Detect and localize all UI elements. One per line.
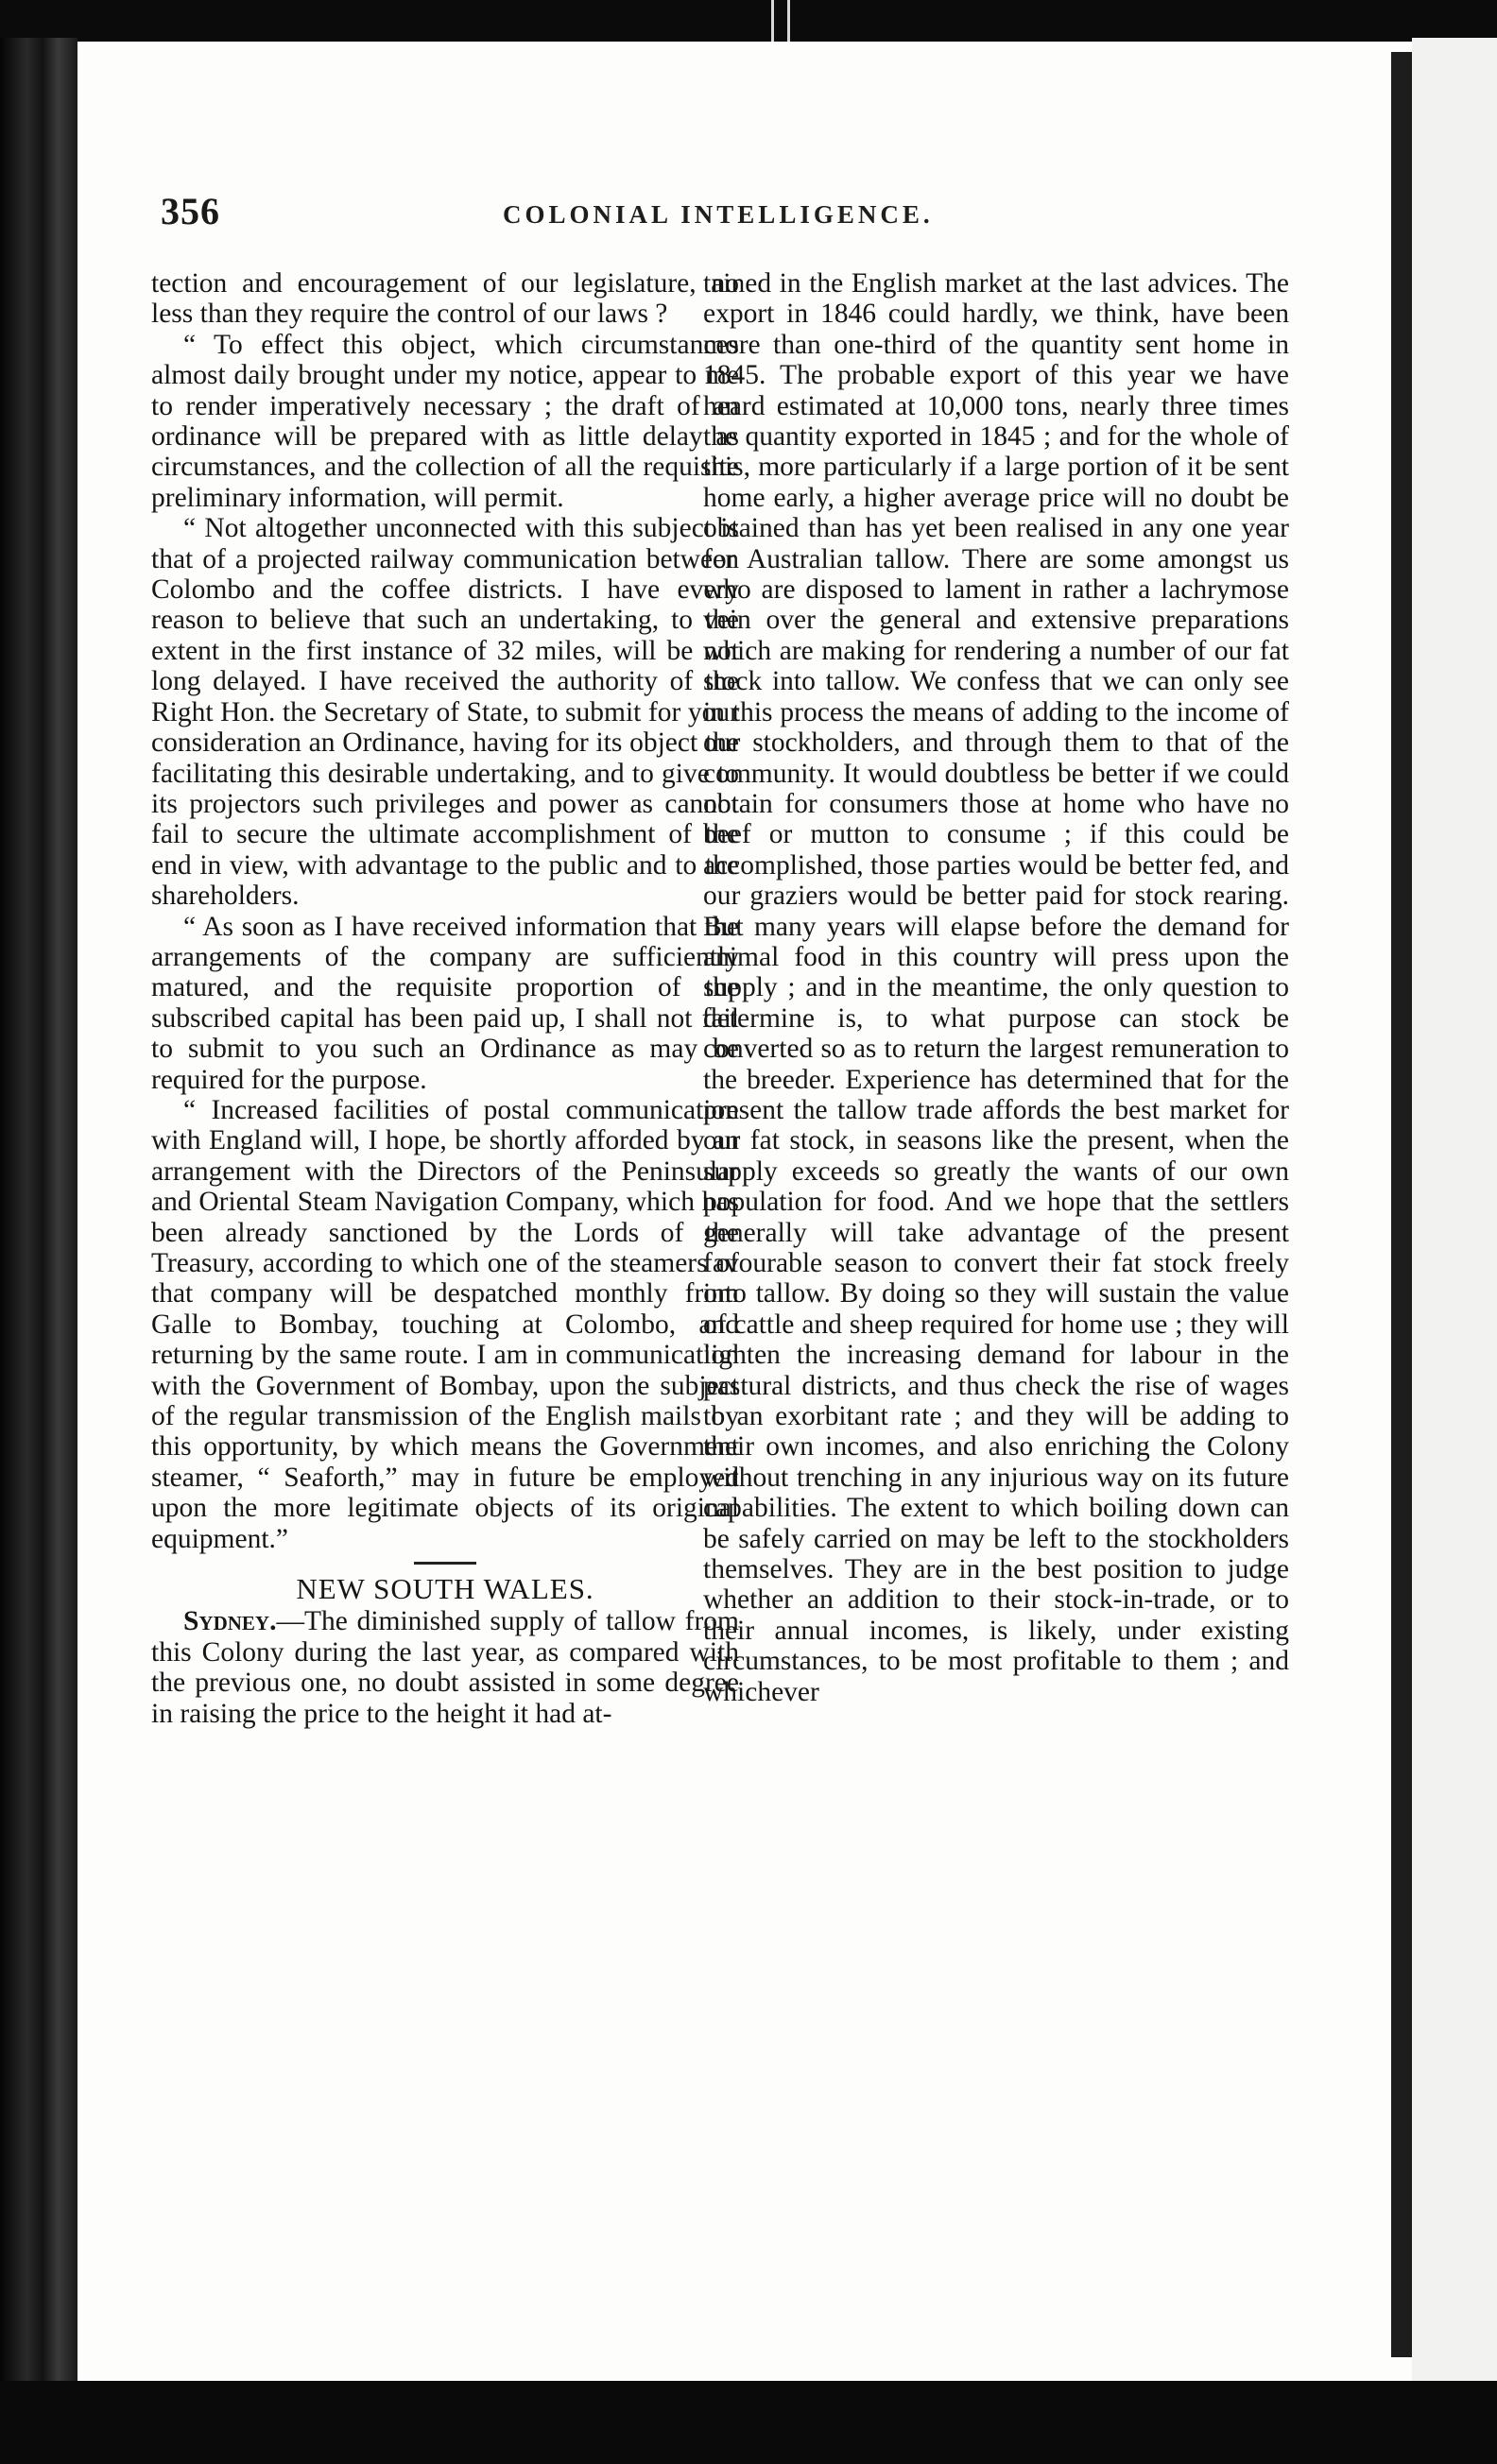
paragraph: “ As soon as I have received information that the arrangements of the company are sufficiently matured, and the requisite proportion of the subscribed capital has been paid up, I shall not fail to submit to you such an Ordinance as may be required for the purpose. — [151, 911, 739, 1095]
paragraph — [151, 1606, 739, 1729]
right-column — [703, 268, 1289, 1707]
running-head: COLONIAL INTELLIGENCE. — [503, 200, 934, 229]
paragraph: “ Not altogether unconnected with this subject is that of a projected railway communication between Colombo and the coffee districts. I have every reason to believe that such an undertaking, to the extent in the first instance of 32 miles, will be not long delayed. I have received the authority of the Right Hon. the Secretary of State, to submit for your consideration an Ordinance, having for its object the facilitating this desirable undertaking, and to give to its projectors such privileges and power as cannot fail to secure the ultimate accomplishment of the end in view, with advantage to the public and to the shareholders. — [151, 513, 739, 912]
paragraph: tained in the English market at the last advices. The export in 1846 could hardly, we think, have been more than one-third of the quantity sent home in 1845. The probable export of this year we have heard estimated at 10,000 tons, nearly three times the quantity exported in 1845 ; and for the whole of this, more particularly if a large portion of it be sent home early, a higher average price will no doubt be obtained than has yet been realised in any one year for Australian tallow. There are some amongst us who are disposed to lament in rather a lachrymose vein over the general and extensive preparations which are making for rendering a number of our fat stock into tallow. We confess that we can only see in this process the means of adding to the income of our stockholders, and through them to that of the community. It would doubtless be better if we could obtain for consumers those at home who have no beef or mutton to consume ; if this could be accomplished, those parties would be better fed, and our graziers would be better paid for stock rearing. But many years will elapse before the demand for animal food in this country will press upon the supply ; and in the meantime, the only question to determine is, to what purpose can stock be converted so as to return the largest remuneration to the breeder. Experience has determined that for the present the tallow trade affords the best market for our fat stock, in seasons like the present, when the supply exceeds so greatly the wants of our own population for food. And we hope that the settlers generally will take advantage of the present favourable season to convert their fat stock freely into tallow. By doing so they will sustain the value of cattle and sheep required for home use ; they will lighten the increasing demand for labour in the pastural districts, and thus check the rise of wages to an exorbitant rate ; and they will be adding to their own incomes, and also enriching the Colony without trenching in any injurious way on its future capabilities. The extent to which boiling down can be safely carried on may be left to the stockholders themselves. They are in the best position to judge whether an addition to their stock-in-trade, or to their annual incomes, is likely, under existing circumstances, to be most profitable to them ; and whichever — [703, 268, 1289, 1707]
scan-bottom-border — [0, 2381, 1497, 2464]
page-gutter-shadow — [1391, 52, 1412, 2357]
page-number: 356 — [161, 190, 220, 232]
paragraph: “ To effect this object, which circumstances almost daily brought under my notice, appear to me to render imperatively necessary ; the draft of an ordinance will be prepared with as little delay as circumstances, and the collection of all the requisite preliminary information, will permit. — [151, 329, 739, 513]
book-spine-edge — [0, 38, 77, 2390]
paragraph: tection and encouragement of our legislature, no less than they require the control of our laws ? — [151, 268, 739, 330]
section-heading: NEW SOUTH WALES. — [296, 1572, 594, 1606]
paragraph: “ Increased facilities of postal communication with England will, I hope, be shortly afforded by an arrangement with the Directors of the Peninsular and Oriental Steam Navigation Company, which has been already sanctioned by the Lords of the Treasury, according to which one of the steamers of that company will be despatched monthly from Galle to Bombay, touching at Colombo, and returning by the same route. I am in communication with the Government of Bombay, upon the subject of the regular transmission of the English mails by this opportunity, by which means the Government steamer, “ Seaforth,” may in future be employed upon the more legitimate objects of its original equipment.” — [151, 1094, 739, 1554]
left-column — [151, 268, 739, 1729]
facing-page-edge — [1412, 38, 1497, 2390]
section-divider — [414, 1562, 476, 1565]
dateline: Sydney. — [183, 1606, 277, 1637]
paragraph-text: —The diminished supply of tallow from this Colony during the last year, as compared with the previous one, no doubt assisted in some degree in raising the price to the height it had at- — [151, 1606, 739, 1729]
